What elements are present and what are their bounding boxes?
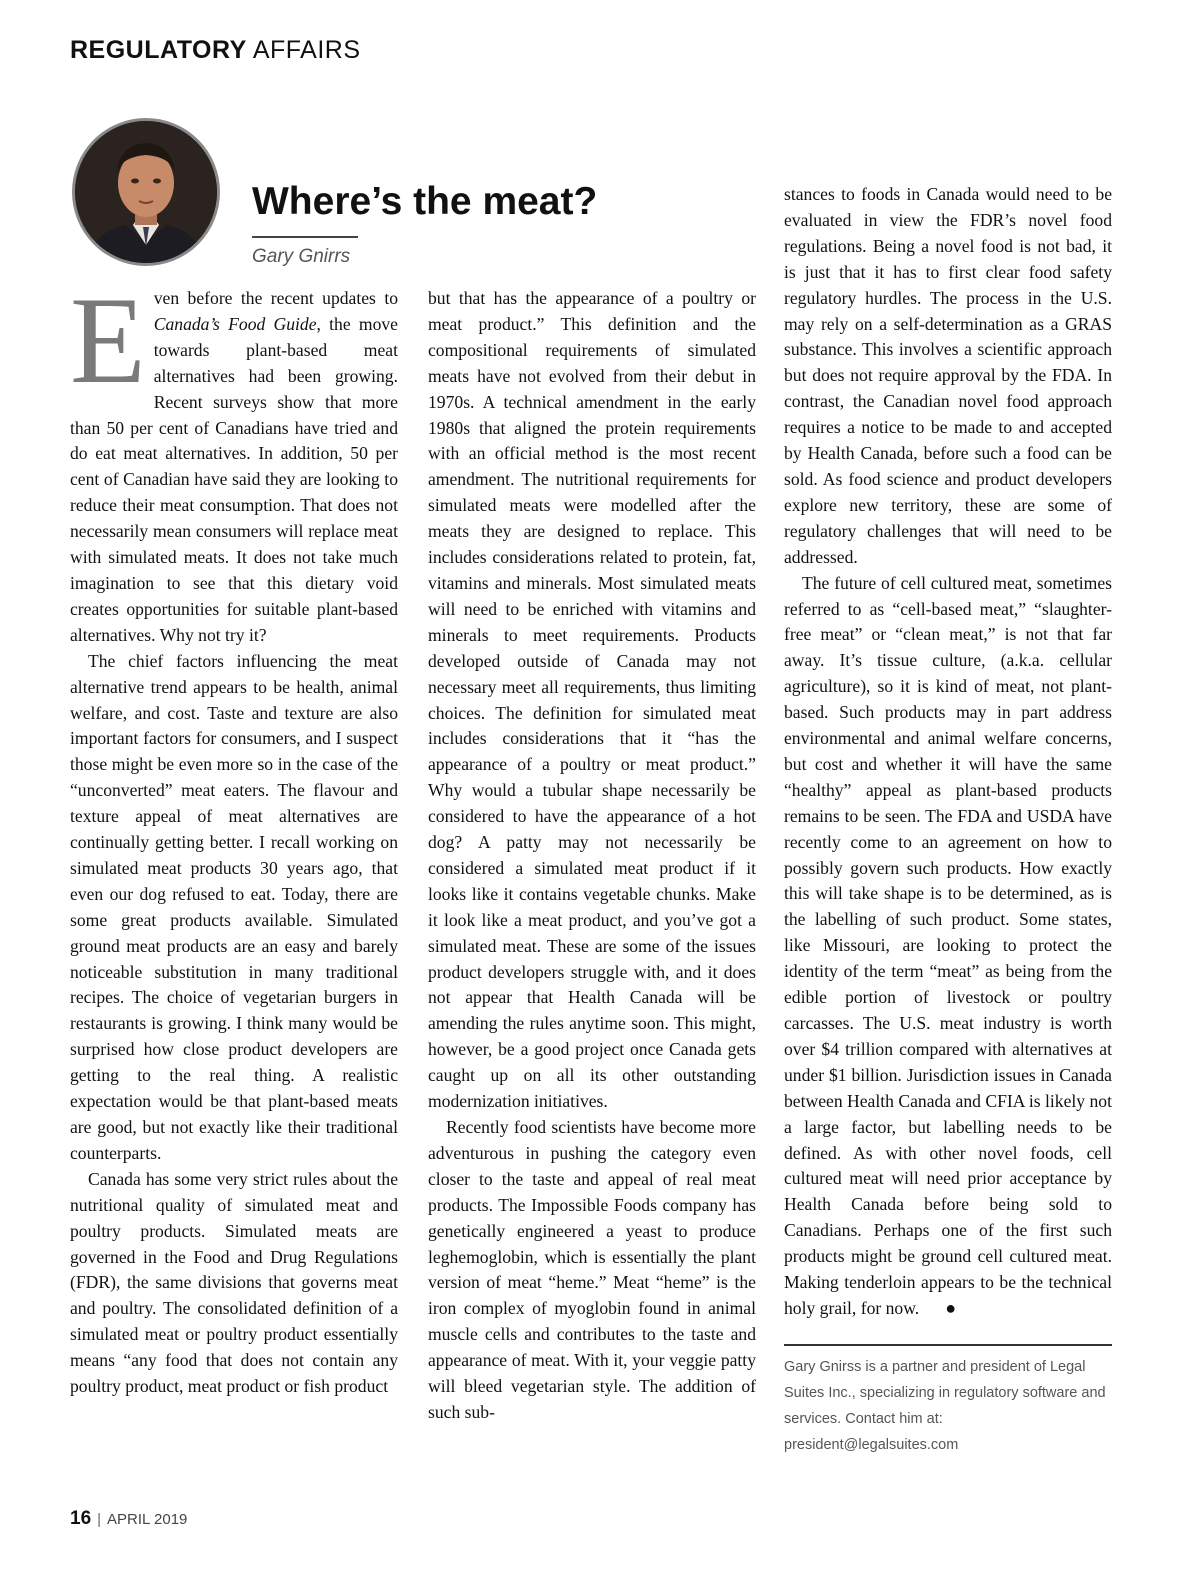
footer-separator: |: [97, 1511, 102, 1528]
paragraph-impossible-foods: Recently food scientists have become more adventurous in pushing the category even closer to the taste and appeal of real meat products. The Impossible Foods company has genetically engineered a yeast to produce leghemoglobin, which is essentially the plant version of meat “heme.” Meat “heme” is the iron complex of myoglobin found in animal muscle cells and contributes to the taste and appearance of meat. With it, your veggie patty will bleed vegetarian style. The addition of such sub-: [428, 1117, 756, 1422]
bio-divider: [784, 1344, 1112, 1346]
paragraph-rules: Canada has some very strict rules about the nutritional quality of simulated meat and poultry products. Simulated meats are governed in the Food and Drug Regulations (FDR), the same divisions that governs meat and poultry. The consolidated definition of a simulated meat or poultry product essentially means “any food that does not contain any poultry product, meat product or fish product: [70, 1168, 398, 1397]
page-number: 16: [70, 1508, 92, 1529]
paragraph-novel-food: stances to foods in Canada would need to be evaluated in view the FDR’s novel food regulations. Being a novel food is not bad, it is just that it has to first clear food safety regulatory hurdles. The process in the U.S. may rely on a self-determination as a GRAS substance. This involves a scientific approach but does not require approval by the FDA. In contrast, the Canadian novel food approach requires a notice to be made to and accepted by Health Canada, before such a food can be sold. As food science and product developers explore new territory, these are some of regulatory challenges that will need to be addressed.: [784, 184, 1112, 567]
drop-cap: E: [70, 272, 146, 409]
cell-cultured-text: The future of cell cultured meat, sometimes referred to as “cell-based meat,” “slaughter-free meat” or “clean meat,” is not that far away. It’s tissue culture, (a.k.a. cellular agriculture), so it is kind of meat, not plant-based. Such products may in part address environmental and animal welfare concerns, but cost and whether it will have the same “healthy” appeal as plant-based products remains to be seen. The FDA and USDA have recently come to an agreement on how to possibly govern such products. How exactly this will take shape is to be determined, as is the labelling of such product. Some states, like Missouri, are looking to protect the identity of the term “meat” as being from the edible portion of livestock or poultry carcasses. The U.S. meat industry is worth over $4 trillion compared with alternatives at under $1 billion. Jurisdiction issues in Canada between Health Canada and CFIA is likely not a large factor, but labelling needs to be defined. As with other novel foods, cell cultured meat will need prior acceptance by Health Canada before being sold to Canadians. Perhaps one of the first such products might be ground cell cultured meat. Making tenderloin appears to be the technical holy grail, for now.: [784, 572, 1112, 1318]
section-label-rest: AFFAIRS: [252, 36, 361, 64]
paragraph-cell-cultured: [784, 571, 1112, 1322]
author-portrait-icon: [75, 121, 217, 263]
end-of-article-icon: ●: [945, 1297, 957, 1318]
author-bio: Gary Gnirss is a partner and president of Legal Suites Inc., specializing in regulatory software and services. Contact him at: president@legalsuites.com: [784, 1359, 1106, 1453]
column-2: [428, 286, 756, 1426]
section-label: [70, 36, 361, 65]
paragraph-rules-continued: but that has the appearance of a poultry or meat product.” This definition and the compositional requirements of simulated meats have not evolved from their debut in 1970s. A technical amendment in the early 1980s that aligned the protein requirements with an official method is the most recent amendment. The nutritional requirements for simulated meats were modelled after the meats they are designed to replace. This includes considerations related to protein, fat, vitamins and minerals. Most simulated meats will need to be enriched with vitamins and minerals to meet requirements. Products developed outside of Canada may not necessary meet all requirements, thus limiting choices. The definition for simulated meat includes considerations that it “has the appearance of a poultry or meat product.” Why would a tubular shape necessarily be considered to have the appearance of a hot dog? A patty may not necessarily be considered a simulated meat product if it looks like it contains vegetable chunks. Make it look like a meat product, and you’ve got a simulated meat. These are some of the issues product developers struggle with, and it does not appear that Health Canada will be amending the rules anytime soon. This might, however, be a good project once Canada gets caught up on all its other outstanding modernization initiatives.: [428, 288, 756, 1112]
column-3: [784, 182, 1112, 1322]
title-divider: [252, 236, 358, 238]
page-footer: [70, 1508, 187, 1530]
issue-date: APRIL 2019: [107, 1511, 188, 1528]
intro-text-a: ven before the recent updates to: [153, 288, 398, 308]
paragraph-intro: [70, 272, 398, 649]
author-byline: Gary Gnirrs: [252, 246, 351, 267]
section-label-bold: REGULATORY: [70, 36, 247, 64]
article-title: Where’s the meat?: [252, 180, 598, 223]
intro-text-b: , the move towards plant-based meat alternatives had been growing. Recent surveys show that more than 50 per cent of Canadians have tried and do eat meat alternatives. In addition, 50 per cent of Canadian have said they are looking to reduce their meat consumption. That does not necessarily mean consumers will replace meat with simulated meats. It does not take much imagination to see that this dietary void creates opportunities for suitable plant-based alternatives. Why not try it?: [70, 313, 398, 645]
paragraph-factors: The chief factors influencing the meat alternative trend appears to be health, animal welfare, and cost. Taste and texture are also important factors for consumers, and I suspect those might be even more so in the case of the “unconverted” meat eaters. The flavour and texture appeal of meat alternatives are continually getting better. I recall working on simulated meat products 30 years ago, that even our dog refused to eat. Today, there are some great products available. Simulated ground meat products are an easy and barely noticeable substitution in many traditional recipes. The choice of vegetarian burgers in restaurants is growing. I think many would be surprised how close product developers are getting to the real thing. A realistic expectation would be that plant-based meats are good, but not exactly like their traditional counterparts.: [70, 650, 398, 1163]
author-avatar: [72, 118, 220, 266]
column-1: [70, 272, 398, 1400]
guide-title: Canada’s Food Guide: [153, 313, 317, 334]
